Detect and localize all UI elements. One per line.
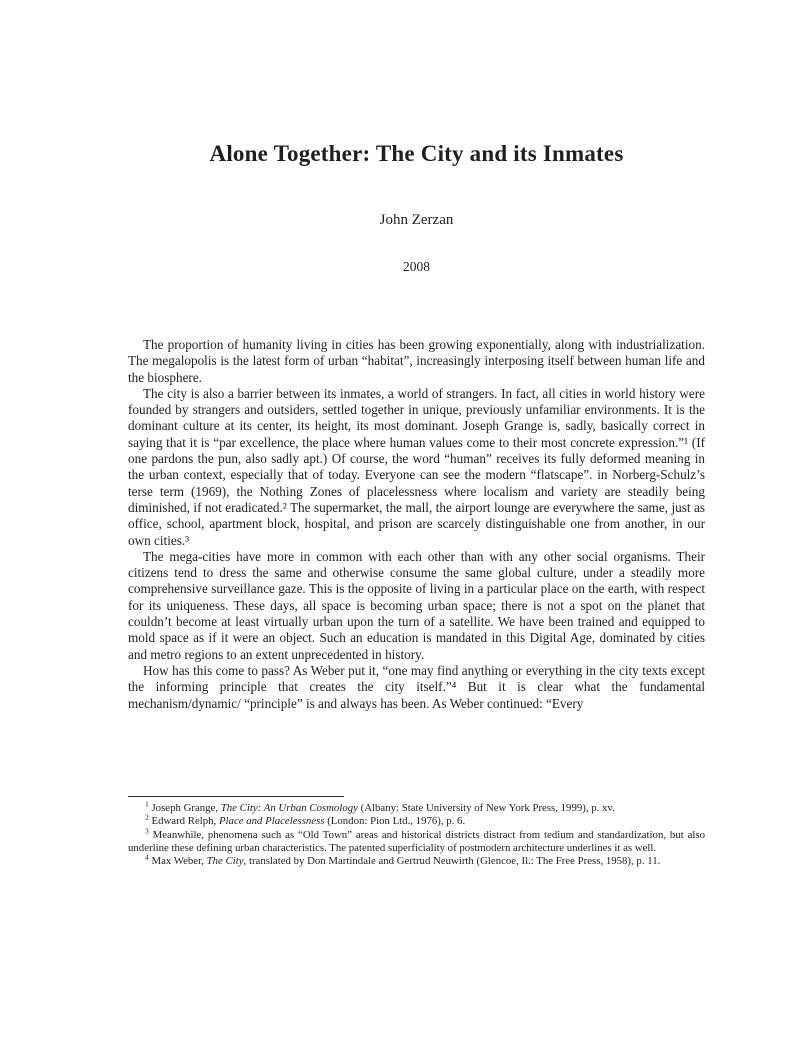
footnote-text: , translated by Don Martindale and Gertrud Neuwirth (Glencoe, Il.: The Free Press, 1958), p. 11. [243,855,661,868]
footnote-number: 3 [145,826,149,835]
document-author: John Zerzan [379,212,454,228]
footnote [128,812,705,828]
footnote-rule [128,796,344,797]
footnote [128,852,705,868]
footnote [128,826,705,856]
footnote-text: Meanwhile, phenomena such as “Old Town” areas and historical districts distract from tedium and standardization, but also underline these defining urban characteristics. The patented superficiality of postmodern architecture underlines it as well. [128,828,705,854]
body-paragraphs [128,337,705,712]
footnote-list [128,799,705,868]
footnote-text: Joseph Grange, [148,802,221,814]
footnote-text: The City: An Urban Cosmology [220,802,358,814]
body-paragraph: The city is also a barrier between its inmates, a world of strangers. In fact, all cities in world history were founded by strangers and outsiders, settled together in unique, previously unfamiliar environments. It is the dominant culture at its center, its height, its most dominant. Joseph Grange is, sadly, basically correct in saying that it is “par excellence, the place where human values come to their most concrete expression.”¹ (If one pardons the pun, also sadly apt.) Of course, the word “human” receives its fully deformed meaning in the urban context, especially that of today. Everyone can see the modern “flatscape”. in Norberg-Schulz’s terse term (1969), the Nothing Zones of placelessness where localism and variety are steadily being diminished, if not eradicated.² The supermarket, the mall, the airport lounge are everywhere the same, just as office, school, apartment block, hospital, and prison are scarcely distinguishable one from another, in our own cities.³ [128,385,705,548]
footnote-area [128,796,705,868]
footnote-text: The City [206,855,244,868]
document-date: 2008 [403,259,430,274]
footnote-number: 4 [145,852,149,862]
footnote-text: (London: Pion Ltd., 1976), p. 6. [324,815,466,828]
footnote [128,799,705,815]
document-title: Alone Together: The City and its Inmates [209,141,624,166]
footnote-text: Place and Placelessness [218,815,325,828]
body-paragraph: How has this come to pass? As Weber put it, “one may find anything or everything in the city texts except the informing principle that creates the city itself.”⁴ But it is clear what the fundamental mechanism/dynamic/ “principle” is and always has been. As Weber continued: “Every [128,662,705,711]
body-paragraph: The mega-cities have more in common with each other than with any other social organisms. Their citizens tend to dress the same and otherwise consume the same global culture, under a steadily more comprehensive surveillance gaze. This is the opposite of living in a particular place on the earth, with respect for its uniqueness. These days, all space is becoming urban space; there is not a spot on the planet that couldn’t become at least virtually urban upon the turn of a satellite. We have been trained and equipped to mold space as if it were an object. Such an education is mandated in this Digital Age, dominated by cities and metro regions to an extent unprecedented in history. [128,548,705,662]
footnote-number: 1 [145,799,149,809]
footnote-text: (Albany: State University of New York Press, 1999), p. xv. [357,802,615,814]
footnote-text: Max Weber, [148,855,207,868]
footnote-number: 2 [145,812,149,822]
body-paragraph: The proportion of humanity living in cities has been growing exponentially, along with industrialization. The megalopolis is the latest form of urban “habitat”, increasingly interposing itself between human life and the biosphere. [128,337,705,385]
footnote-text: Edward Relph, [148,815,219,828]
